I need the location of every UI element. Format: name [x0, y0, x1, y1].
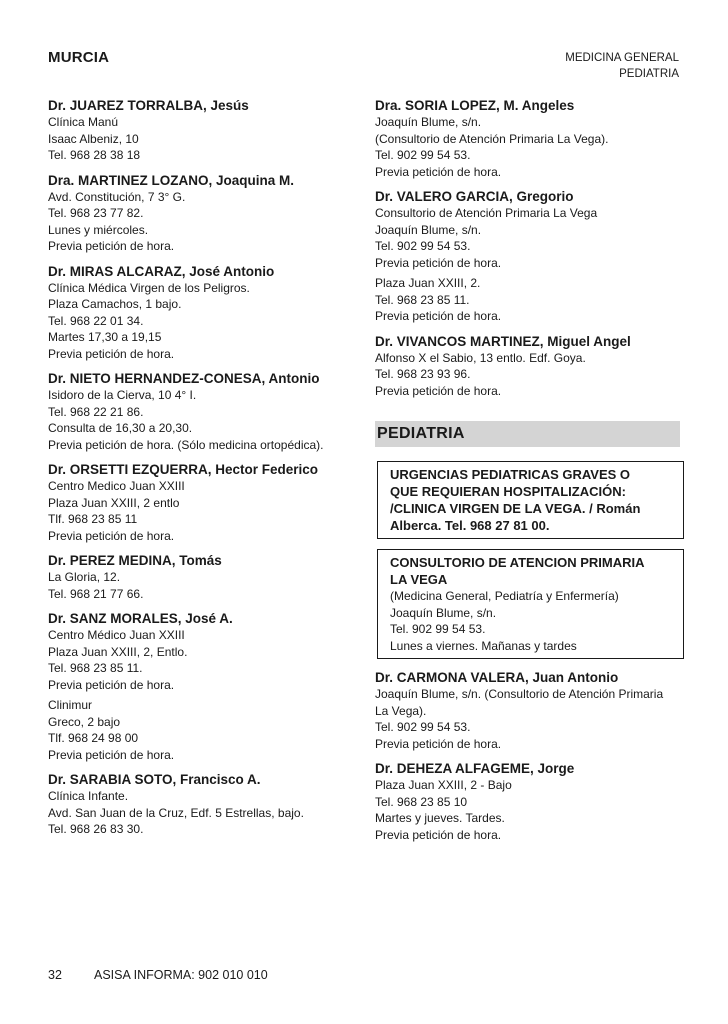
entry-line: Plaza Juan XXIII, 2, Entlo. [48, 644, 188, 659]
entry-line: Previa petición de hora. [375, 827, 502, 842]
doctor-entry [48, 370, 348, 453]
doctor-name: Dr. CARMONA VALERA, Juan Antonio [375, 670, 619, 685]
doctor-entry [48, 97, 348, 164]
pediatria-section-title: PEDIATRIA [375, 421, 680, 447]
entry-line: Tel. 968 22 21 86. [48, 404, 144, 419]
entry-line: La Gloria, 12. [48, 570, 121, 584]
page-number: 32 [48, 968, 62, 982]
entry-line: Previa petición de hora. [48, 528, 175, 543]
doctor-name: Dr. MIRAS ALCARAZ, José Antonio [48, 263, 275, 279]
doctor-name: Dr. PEREZ MEDINA, Tomás [48, 553, 222, 568]
consultorio-line: Lunes a viernes. Mañanas y tardes [390, 638, 577, 653]
doctor-name: Dra. SORIA LOPEZ, M. Angeles [375, 98, 575, 113]
doctor-name: Dr. DEHEZA ALFAGEME, Jorge [375, 761, 575, 776]
pediatria-entries [375, 669, 680, 843]
entry-line: Previa petición de hora. [375, 164, 502, 179]
doctor-name: Dr. JUAREZ TORRALBA, Jesús [48, 98, 249, 113]
entry-line: Previa petición de hora. [48, 747, 175, 762]
doctor-name: Dr. SARABIA SOTO, Francisco A. [48, 772, 261, 787]
entry-line: Plaza Juan XXIII, 2 entlo [48, 495, 180, 510]
entry-line: Previa petición de hora. [375, 383, 502, 398]
doctor-entry [375, 188, 680, 271]
urgent-line: URGENCIAS PEDIATRICAS GRAVES O [390, 467, 631, 482]
entry-line: Greco, 2 bajo [48, 714, 121, 729]
entry-line: Martes 17,30 a 19,15 [48, 330, 162, 344]
entry-line: Tel. 902 99 54 53. [375, 239, 471, 253]
entry-line: Tel. 902 99 54 53. [375, 148, 471, 162]
entry-line: Previa petición de hora. [48, 346, 175, 361]
doctor-entry [375, 760, 680, 843]
doctor-entry [375, 669, 680, 752]
entry-line: (Consultorio de Atención Primaria La Vega). [375, 131, 609, 146]
page-footer [48, 968, 268, 982]
urgent-line: Alberca. Tel. 968 27 81 00. [390, 518, 550, 533]
specialty-heading [565, 50, 679, 82]
entry-line: Tel. 968 28 38 18 [48, 148, 141, 162]
consultorio-title-line: CONSULTORIO DE ATENCION PRIMARIA [390, 555, 645, 570]
entry-line: Plaza Camachos, 1 bajo. [48, 297, 182, 311]
entry-line: Tel. 968 23 85 10 [375, 794, 468, 809]
entry-line: Centro Medico Juan XXIII [48, 479, 185, 493]
entry-line: Tel. 968 23 85 11. [48, 661, 143, 675]
entry-line: Joaquín Blume, s/n. (Consultorio de Atención Primaria [375, 687, 664, 701]
entry-line: Tel. 968 22 01 34. [48, 313, 144, 328]
doctor-entry [48, 610, 348, 693]
entry-line: Consulta de 16,30 a 20,30. [48, 421, 193, 435]
doctor-entry [375, 97, 680, 180]
doctor-name: Dr. SANZ MORALES, José A. [48, 611, 233, 626]
doctor-name: Dr. VIVANCOS MARTINEZ, Miguel Angel [375, 333, 631, 349]
doctor-entry [48, 697, 348, 763]
doctor-entry [48, 172, 348, 255]
left-column [48, 97, 348, 846]
entry-line: Tel. 968 23 93 96. [375, 367, 471, 381]
entry-line: Martes y jueves. Tardes. [375, 811, 505, 825]
urgent-notice-box [377, 461, 684, 539]
entry-line: Isaac Albeniz, 10 [48, 131, 139, 146]
consultorio-title-line: LA VEGA [390, 572, 448, 587]
consultorio-line: Tel. 902 99 54 53. [390, 622, 486, 636]
entry-line: Joaquín Blume, s/n. [375, 222, 482, 237]
entry-line: Previa petición de hora. (Sólo medicina ortopédica). [48, 437, 324, 452]
specialty-pediatria: PEDIATRIA [619, 68, 679, 80]
urgent-line: /CLINICA VIRGEN DE LA VEGA. / Román [390, 501, 641, 516]
entry-line: Previa petición de hora. [375, 255, 502, 270]
consultorio-box [377, 549, 684, 659]
entry-line: Plaza Juan XXIII, 2. [375, 276, 481, 290]
entry-line: Isidoro de la Cierva, 10 4° I. [48, 388, 197, 402]
entry-line: Previa petición de hora. [48, 677, 175, 692]
doctor-entry [375, 333, 680, 400]
entry-line: Lunes y miércoles. [48, 222, 149, 237]
specialty-general: MEDICINA GENERAL [565, 52, 679, 64]
doctor-name: Dra. MARTINEZ LOZANO, Joaquina M. [48, 172, 295, 188]
entry-line: Previa petición de hora. [375, 736, 502, 751]
entry-line: Previa petición de hora. [48, 239, 175, 253]
entry-line: Alfonso X el Sabio, 13 entlo. Edf. Goya. [375, 350, 586, 365]
entry-line: Tel. 968 23 85 11. [375, 292, 470, 307]
entry-line: La Vega). [375, 703, 427, 718]
entry-line: Avd. Constitución, 7 3° G. [48, 189, 186, 204]
entry-line: Clinimur [48, 698, 93, 712]
right-column [375, 97, 680, 851]
doctor-name: Dr. VALERO GARCIA, Gregorio [375, 189, 574, 204]
entry-line: Plaza Juan XXIII, 2 - Bajo [375, 778, 512, 792]
entry-line: Tel. 902 99 54 53. [375, 720, 471, 734]
entry-line: Joaquín Blume, s/n. [375, 115, 482, 129]
doctor-entry [48, 461, 348, 544]
entry-line: Centro Médico Juan XXIII [48, 628, 185, 642]
city-heading: MURCIA [48, 49, 110, 66]
entry-line: Previa petición de hora. [375, 309, 502, 323]
urgent-line: QUE REQUIERAN HOSPITALIZACIÓN: [390, 484, 626, 499]
entry-line: Clínica Médica Virgen de los Peligros. [48, 280, 250, 295]
entry-line: Tel. 968 21 77 66. [48, 586, 144, 601]
consultorio-line: Joaquín Blume, s/n. [390, 605, 497, 620]
entry-line: Tlf. 968 23 85 11 [48, 512, 138, 526]
entry-line: Tel. 968 26 83 30. [48, 822, 144, 836]
entry-line: Avd. San Juan de la Cruz, Edf. 5 Estrellas, bajo. [48, 805, 304, 820]
entry-line: Tlf. 968 24 98 00 [48, 731, 139, 745]
entry-line: Clínica Manú [48, 115, 119, 129]
entry-line: Consultorio de Atención Primaria La Vega [375, 206, 598, 220]
doctor-name: Dr. NIETO HERNANDEZ-CONESA, Antonio [48, 371, 320, 386]
doctor-entry [48, 771, 348, 838]
doctor-entry [48, 263, 348, 363]
doctor-entry [48, 552, 348, 602]
doctor-entry [375, 275, 680, 325]
doctor-name: Dr. ORSETTI EZQUERRA, Hector Federico [48, 462, 319, 477]
entry-line: Clínica Infante. [48, 789, 129, 803]
consultorio-line: (Medicina General, Pediatría y Enfermería) [390, 589, 619, 603]
footer-text: ASISA INFORMA: 902 010 010 [94, 968, 268, 982]
entry-line: Tel. 968 23 77 82. [48, 206, 144, 220]
general-entries-right [375, 97, 680, 399]
